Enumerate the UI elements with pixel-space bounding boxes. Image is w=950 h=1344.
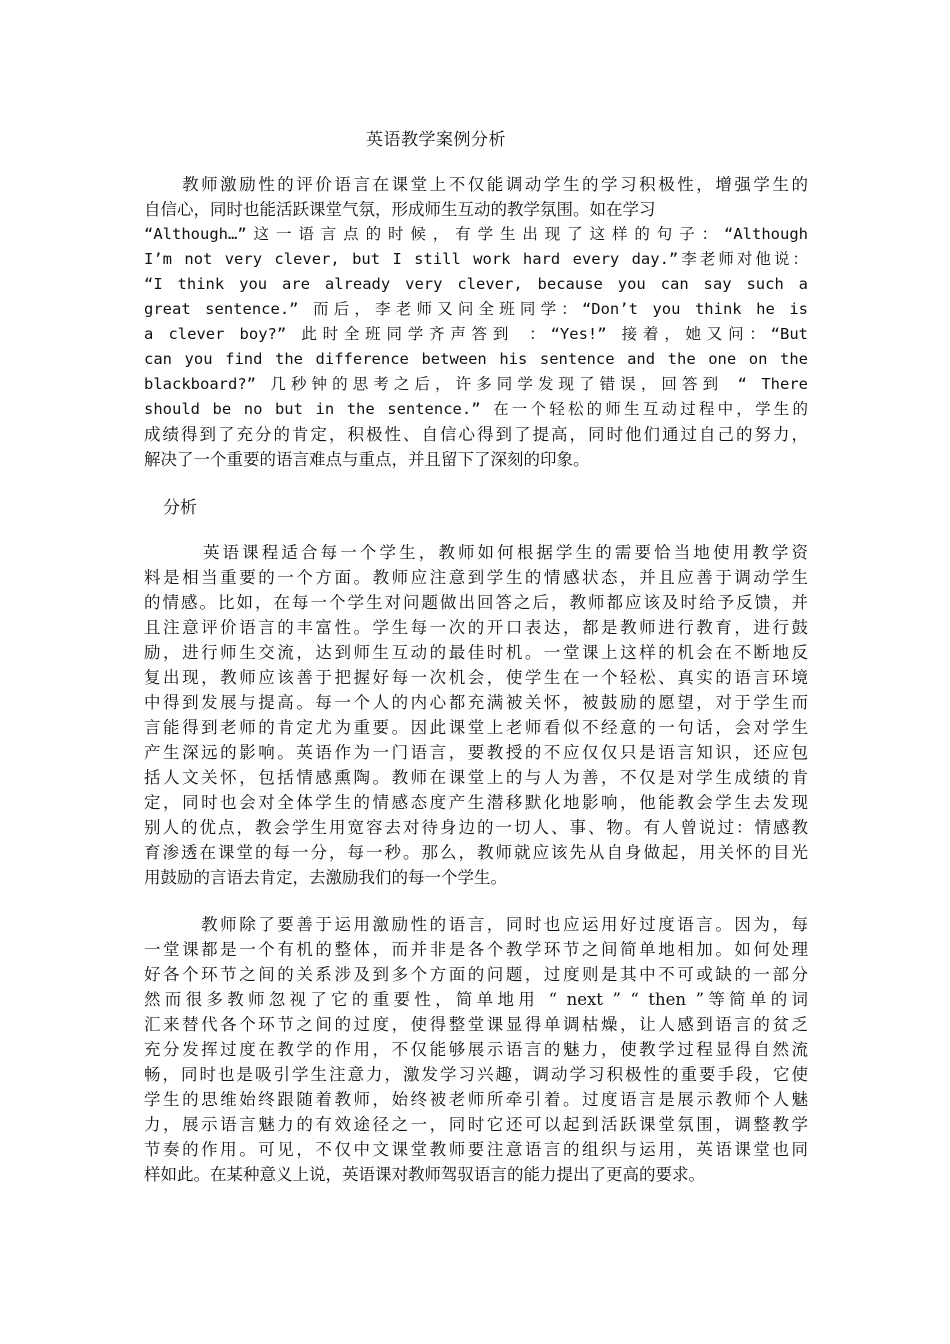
paragraph-line: 用鼓励的言语去肯定，去激励我们的每一个学生。 bbox=[144, 868, 507, 887]
paragraph-line: 励，进行师生交流，达到师生互动的最佳时机。一堂课上这样的机会在不断地反 bbox=[144, 643, 808, 662]
paragraph-line: 然而很多教师忽视了它的重要性，简单地用 “ next ” “ then ”等简单的词 bbox=[144, 990, 808, 1009]
paragraph-line: great sentence.” 而后，李老师又问全班同学：“Don’t you think he is bbox=[144, 300, 808, 318]
paragraph-line: “I think you are already very clever, because you can say such a bbox=[144, 275, 808, 293]
paragraph-line: should be no but in the sentence.” 在一个轻松的师生互动过程中，学生的 bbox=[144, 400, 808, 418]
paragraph-line: 且注意评价语言的丰富性。学生每一次的开口表达，都是教师进行教育，进行鼓 bbox=[144, 618, 808, 637]
paragraph-line: 畅，同时也是吸引学生注意力，激发学习兴趣，调动学习积极性的重要手段，它使 bbox=[144, 1065, 808, 1084]
paragraph-line: 的情感。比如，在每一个学生对问题做出回答之后，教师都应该及时给予反馈，并 bbox=[144, 593, 808, 612]
paragraph-line: 英语课程适合每一个学生，教师如何根据学生的需要恰当地使用教学资 bbox=[144, 543, 808, 562]
paragraph-line: 复出现，教师应该善于把握好每一次机会，使学生在一个轻松、真实的语言环境 bbox=[144, 668, 808, 687]
paragraph-line: 产生深远的影响。英语作为一门语言，要教授的不应仅仅只是语言知识，还应包 bbox=[144, 743, 808, 762]
paragraph-line: 一堂课都是一个有机的整体，而并非是各个教学环节之间简单地相加。如何处理 bbox=[144, 940, 808, 959]
paragraph-line: a clever boy?” 此时全班同学齐声答到 ：“Yes!” 接着，她又问：“But bbox=[144, 325, 808, 343]
paragraph-line: can you find the difference between his sentence and the one on the bbox=[144, 350, 808, 368]
paragraph-line: 中得到发展与提高。每一个人的内心都充满被关怀，被鼓励的愿望，对于学生而 bbox=[144, 693, 808, 712]
section-heading: 分析 bbox=[163, 498, 197, 518]
paragraph-line: 言能得到老师的肯定尤为重要。因此课堂上老师看似不经意的一句话，会对学生 bbox=[144, 718, 808, 737]
paragraph-line: 成绩得到了充分的肯定，积极性、自信心得到了提高，同时他们通过自己的努力， bbox=[144, 425, 808, 444]
paragraph-line: “Although…”这一语言点的时候，有学生出现了这样的句子：“Although bbox=[144, 225, 808, 243]
paragraph-line: 样如此。在某种意义上说，英语课对教师驾驭语言的能力提出了更高的要求。 bbox=[144, 1165, 705, 1184]
paragraph-line: 教师激励性的评价语言在课堂上不仅能调动学生的学习积极性，增强学生的 bbox=[144, 175, 808, 194]
paragraph-line: 学生的思维始终跟随着教师，始终被老师所牵引着。过度语言是展示教师个人魅 bbox=[144, 1090, 808, 1109]
paragraph-line: 别人的优点，教会学生用宽容去对待身边的一切人、事、物。有人曾说过：情感教 bbox=[144, 818, 808, 837]
paragraph-line: 节奏的作用。可见，不仅中文课堂教师要注意语言的组织与运用，英语课堂也同 bbox=[144, 1140, 808, 1159]
paragraph-line: 充分发挥过度在教学的作用，不仅能够展示语言的魅力，使教学过程显得自然流 bbox=[144, 1040, 808, 1059]
paragraph-line: 料是相当重要的一个方面。教师应注意到学生的情感状态，并且应善于调动学生 bbox=[144, 568, 808, 587]
paragraph-line: 教师除了要善于运用激励性的语言，同时也应运用好过度语言。因为，每 bbox=[144, 915, 808, 934]
paragraph-line: 定，同时也会对全体学生的情感态度产生潜移默化地影响，他能教会学生去发现 bbox=[144, 793, 808, 812]
paragraph-line: 汇来替代各个环节之间的过度，使得整堂课显得单调枯燥，让人感到语言的贫乏 bbox=[144, 1015, 808, 1034]
paragraph-line: 自信心，同时也能活跃课堂气氛，形成师生互动的教学氛围。如在学习 bbox=[144, 200, 656, 219]
paragraph-line: blackboard?” 几秒钟的思考之后，许多同学发现了错误，回答到 “ There bbox=[144, 375, 808, 393]
paragraph-line: 括人文关怀，包括情感熏陶。教师在课堂上的与人为善，不仅是对学生成绩的肯 bbox=[144, 768, 808, 787]
document-title: 英语教学案例分析 bbox=[366, 130, 506, 150]
paragraph-line: 好各个环节之间的关系涉及到多个方面的问题，过度则是其中不可或缺的一部分 bbox=[144, 965, 808, 984]
paragraph-line: 力，展示语言魅力的有效途径之一，同时它还可以起到活跃课堂氛围，调整教学 bbox=[144, 1115, 808, 1134]
paragraph-line: I’m not very clever, but I still work hard every day.”李老师对他说： bbox=[144, 250, 808, 268]
paragraph-line: 解决了一个重要的语言难点与重点，并且留下了深刻的印象。 bbox=[144, 450, 590, 469]
paragraph-line: 育渗透在课堂的每一分，每一秒。那么，教师就应该先从自身做起，用关怀的目光 bbox=[144, 843, 808, 862]
